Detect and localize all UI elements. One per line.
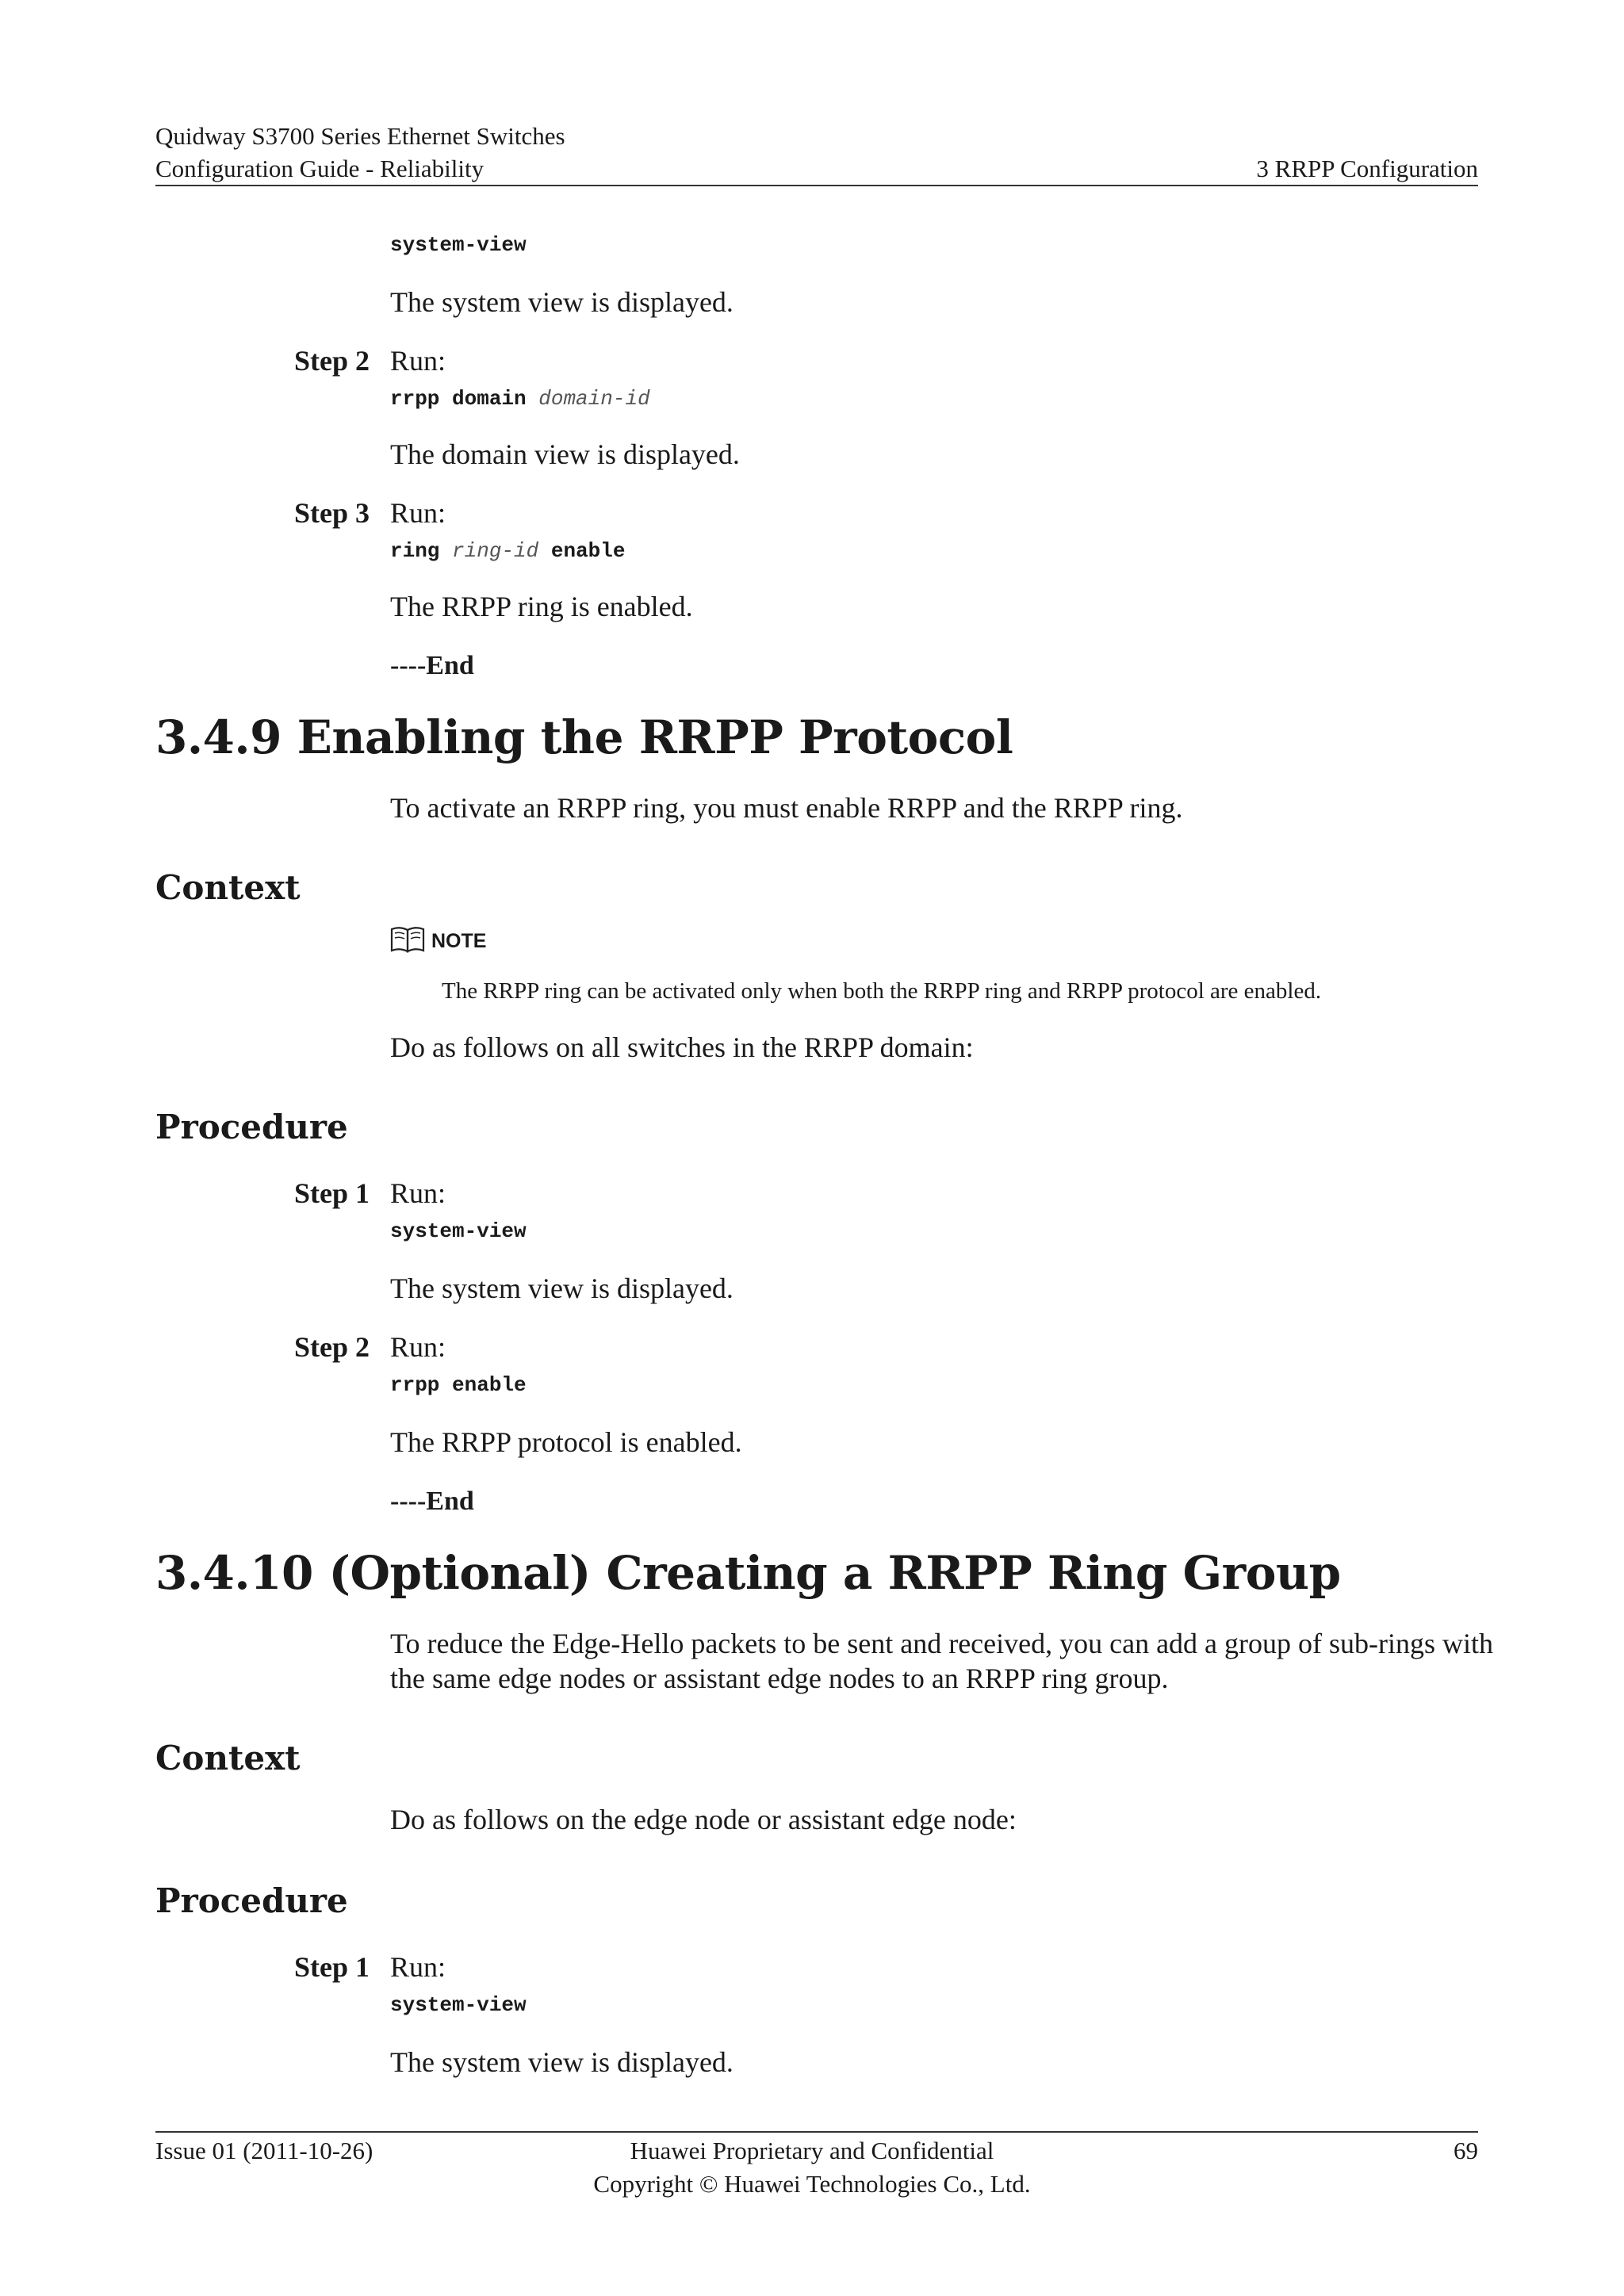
section-intro-line: the same edge nodes or assistant edge nodes to an RRPP ring group. <box>390 1663 1169 1694</box>
step-description: The domain view is displayed. <box>390 438 740 470</box>
book-icon <box>390 924 425 955</box>
step-label: Step 2 <box>293 1331 370 1363</box>
step-label: Step 1 <box>293 1951 370 1983</box>
footer-copyright: Copyright © Huawei Technologies Co., Ltd. <box>593 2170 1031 2198</box>
command-rrpp-domain <box>390 385 650 412</box>
header-guide: Configuration Guide - Reliability <box>155 155 485 182</box>
step-run: Run: <box>390 1951 446 1983</box>
command-keyword: rrpp domain <box>390 387 527 411</box>
step-run: Run: <box>390 497 446 529</box>
context-heading: Context <box>155 868 301 907</box>
header-rule <box>155 185 1478 186</box>
command-ring-enable <box>390 538 625 564</box>
footer-issue: Issue 01 (2011-10-26) <box>155 2137 373 2164</box>
command-keyword: enable <box>550 539 626 563</box>
step-run: Run: <box>390 345 446 377</box>
section-title: 3.4.9 Enabling the RRPP Protocol <box>155 710 1013 764</box>
procedure-heading: Procedure <box>155 1881 348 1920</box>
command-system-view: system-view <box>390 233 527 257</box>
step-description: The system view is displayed. <box>390 286 733 318</box>
command-system-view: system-view <box>390 1993 527 2017</box>
command-keyword: ring <box>390 539 440 563</box>
note-text: The RRPP ring can be activated only when both the RRPP ring and RRPP protocol are enabled. <box>442 978 1322 1004</box>
header-chapter: 3 RRPP Configuration <box>1256 155 1478 182</box>
section-title: 3.4.10 (Optional) Creating a RRPP Ring Group <box>155 1546 1341 1600</box>
step-description: The RRPP protocol is enabled. <box>390 1426 742 1458</box>
step-label: Step 1 <box>293 1177 370 1209</box>
step-description: The system view is displayed. <box>390 2046 733 2078</box>
section-intro: To activate an RRPP ring, you must enable RRPP and the RRPP ring. <box>390 792 1183 824</box>
step-description: The system view is displayed. <box>390 1272 733 1304</box>
command-system-view: system-view <box>390 1219 527 1243</box>
end-marker: ----End <box>390 1487 474 1516</box>
section-intro-line: To reduce the Edge-Hello packets to be sent and received, you can add a group of sub-rings with <box>390 1628 1494 1659</box>
header-product: Quidway S3700 Series Ethernet Switches <box>155 122 565 150</box>
note-label: NOTE <box>431 930 487 952</box>
context-text: Do as follows on all switches in the RRPP domain: <box>390 1031 974 1063</box>
command-argument: ring-id <box>452 539 539 563</box>
footer-rule <box>155 2131 1478 2133</box>
command-argument: domain-id <box>538 387 650 411</box>
step-run: Run: <box>390 1177 446 1209</box>
procedure-heading: Procedure <box>155 1108 348 1146</box>
step-label: Step 3 <box>293 497 370 529</box>
command-rrpp-enable: rrpp enable <box>390 1373 527 1397</box>
footer-confidential: Huawei Proprietary and Confidential <box>630 2137 994 2164</box>
end-marker: ----End <box>390 651 474 680</box>
step-run: Run: <box>390 1331 446 1363</box>
step-description: The RRPP ring is enabled. <box>390 591 693 622</box>
context-text: Do as follows on the edge node or assistant edge node: <box>390 1804 1017 1835</box>
context-heading: Context <box>155 1739 301 1777</box>
page-number: 69 <box>1454 2137 1478 2164</box>
step-label: Step 2 <box>293 345 370 377</box>
